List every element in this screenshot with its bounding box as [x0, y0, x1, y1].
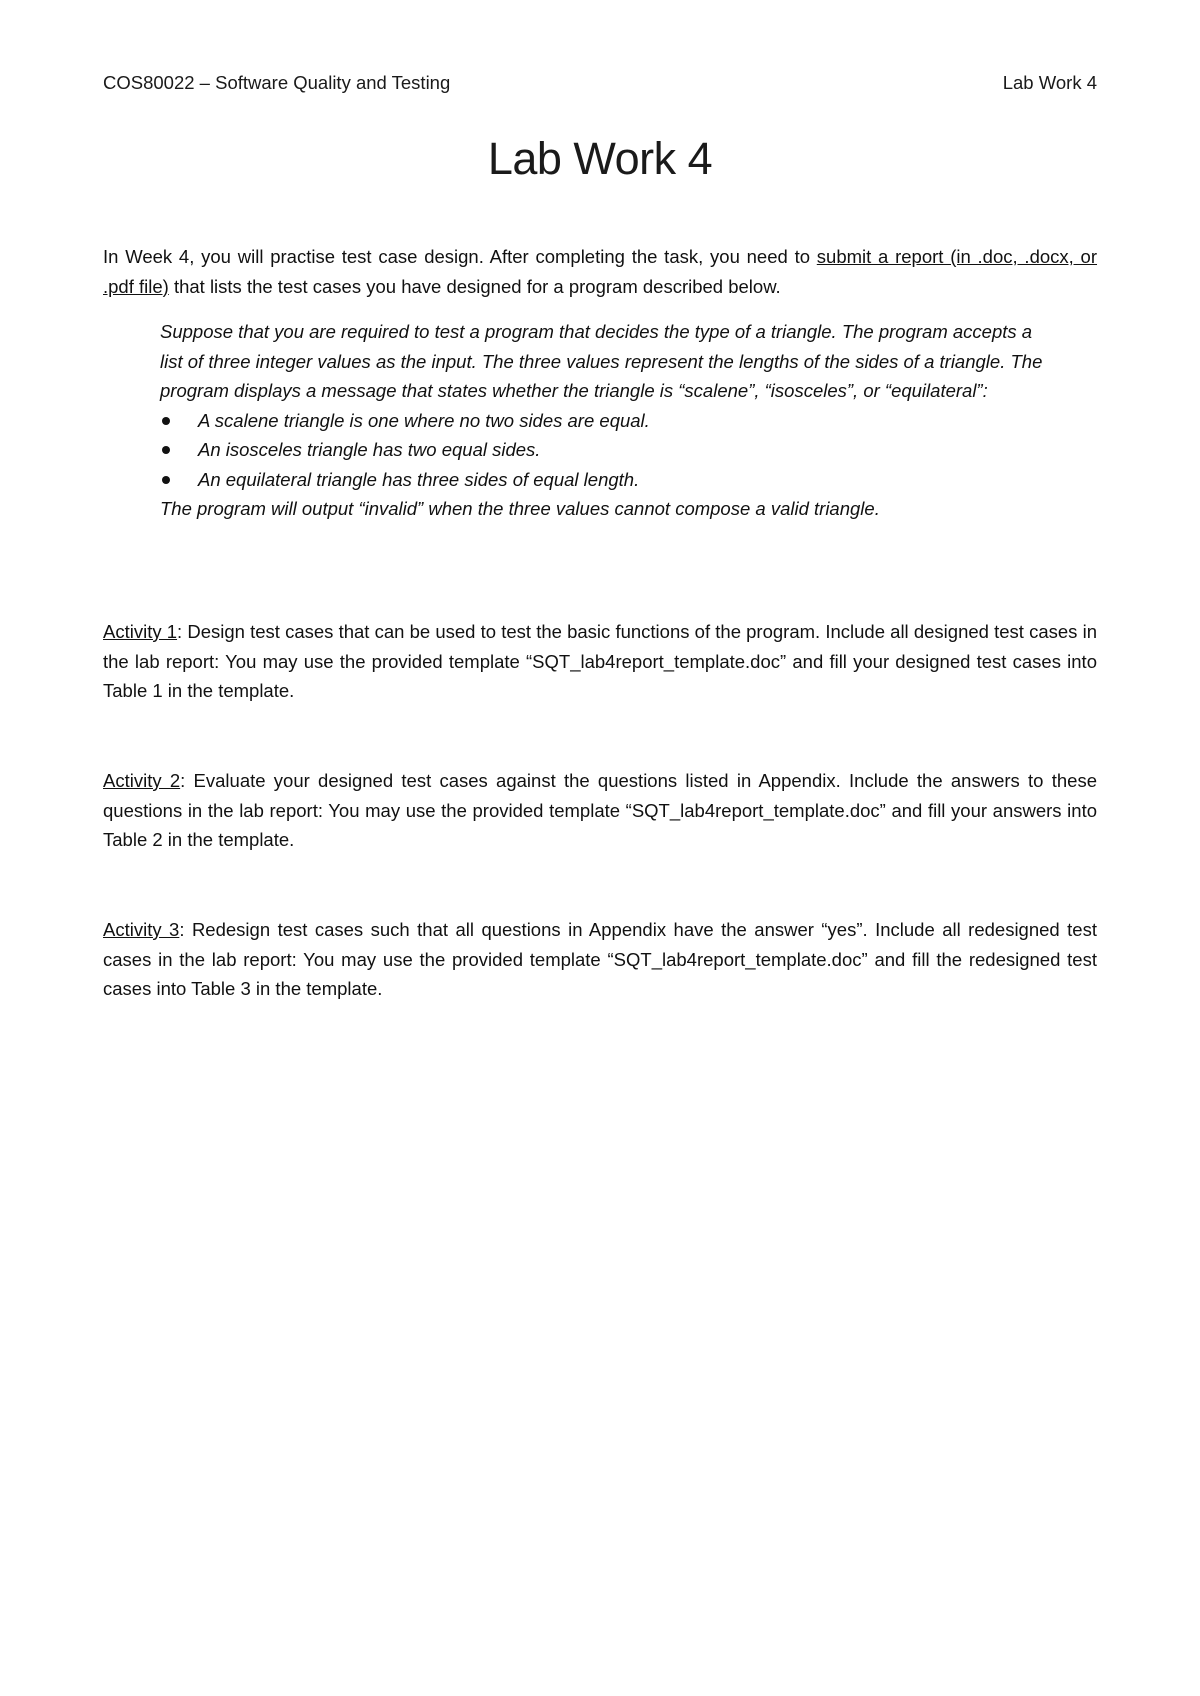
- scenario-block: [160, 317, 1050, 524]
- list-item-text: A scalene triangle is one where no two sides are equal.: [198, 409, 650, 431]
- list-item: [160, 465, 1050, 495]
- header-lab: Lab Work 4: [1002, 72, 1097, 93]
- list-item: [160, 435, 1050, 465]
- intro-underlined: submit a report (in .doc, .docx, or .pdf file): [103, 246, 1098, 297]
- intro-text-1: In Week 4, you will practise test case design. After completing the task, you need to: [103, 246, 817, 267]
- scenario-closing: The program will output “invalid” when the three values cannot compose a valid triangle.: [160, 498, 880, 519]
- activity-3: [103, 915, 1097, 1004]
- intro-paragraph: [103, 242, 1097, 301]
- bullet-icon: [162, 446, 170, 454]
- bullet-icon: [162, 417, 170, 425]
- triangle-type-list: [160, 406, 1050, 495]
- activity-1-text: : Design test cases that can be used to test the basic functions of the program. Include all designed test cases in the lab report: You may use the provided template “SQT_lab4report_template.doc” and fill your designed test cases into Table 1 in the template.: [103, 621, 1097, 701]
- activity-1-label: Activity 1: [103, 621, 178, 642]
- intro-text-2: that lists the test cases you have designed for a program described below.: [168, 275, 781, 297]
- scenario-paragraph: Suppose that you are required to test a program that decides the type of a triangle. The program accepts a list of three integer values as the input. The three values represent the lengths of the sides of a triangle. The program displays a message that states whether the triangle is “scalene”, “isosceles”, or “equilateral”:: [160, 321, 1043, 401]
- activity-2-label: Activity 2: [103, 770, 181, 791]
- list-item-text: An equilateral triangle has three sides of equal length.: [198, 468, 640, 490]
- bullet-icon: [162, 476, 170, 484]
- list-item-text: An isosceles triangle has two equal sides.: [198, 439, 541, 460]
- activity-2: [103, 766, 1097, 855]
- list-item: [160, 406, 1050, 436]
- header-course: COS80022 – Software Quality and Testing: [103, 72, 451, 93]
- activity-3-text: : Redesign test cases such that all questions in Appendix have the answer “yes”. Include all redesigned test cases in the lab report: You may use the provided template “SQT_lab4report_template.doc” and fill the redesigned test cases into Table 3 in the template.: [103, 919, 1097, 999]
- page-title: Lab Work 4: [487, 133, 713, 184]
- activity-1: [103, 617, 1097, 706]
- page-header: [103, 72, 1097, 98]
- activity-2-text: : Evaluate your designed test cases against the questions listed in Appendix. Include the answers to these questions in the lab report: You may use the provided template “SQT_lab4report_template.doc” and fill your answers into Table 2 in the template.: [103, 770, 1097, 850]
- activity-3-label: Activity 3: [103, 919, 180, 940]
